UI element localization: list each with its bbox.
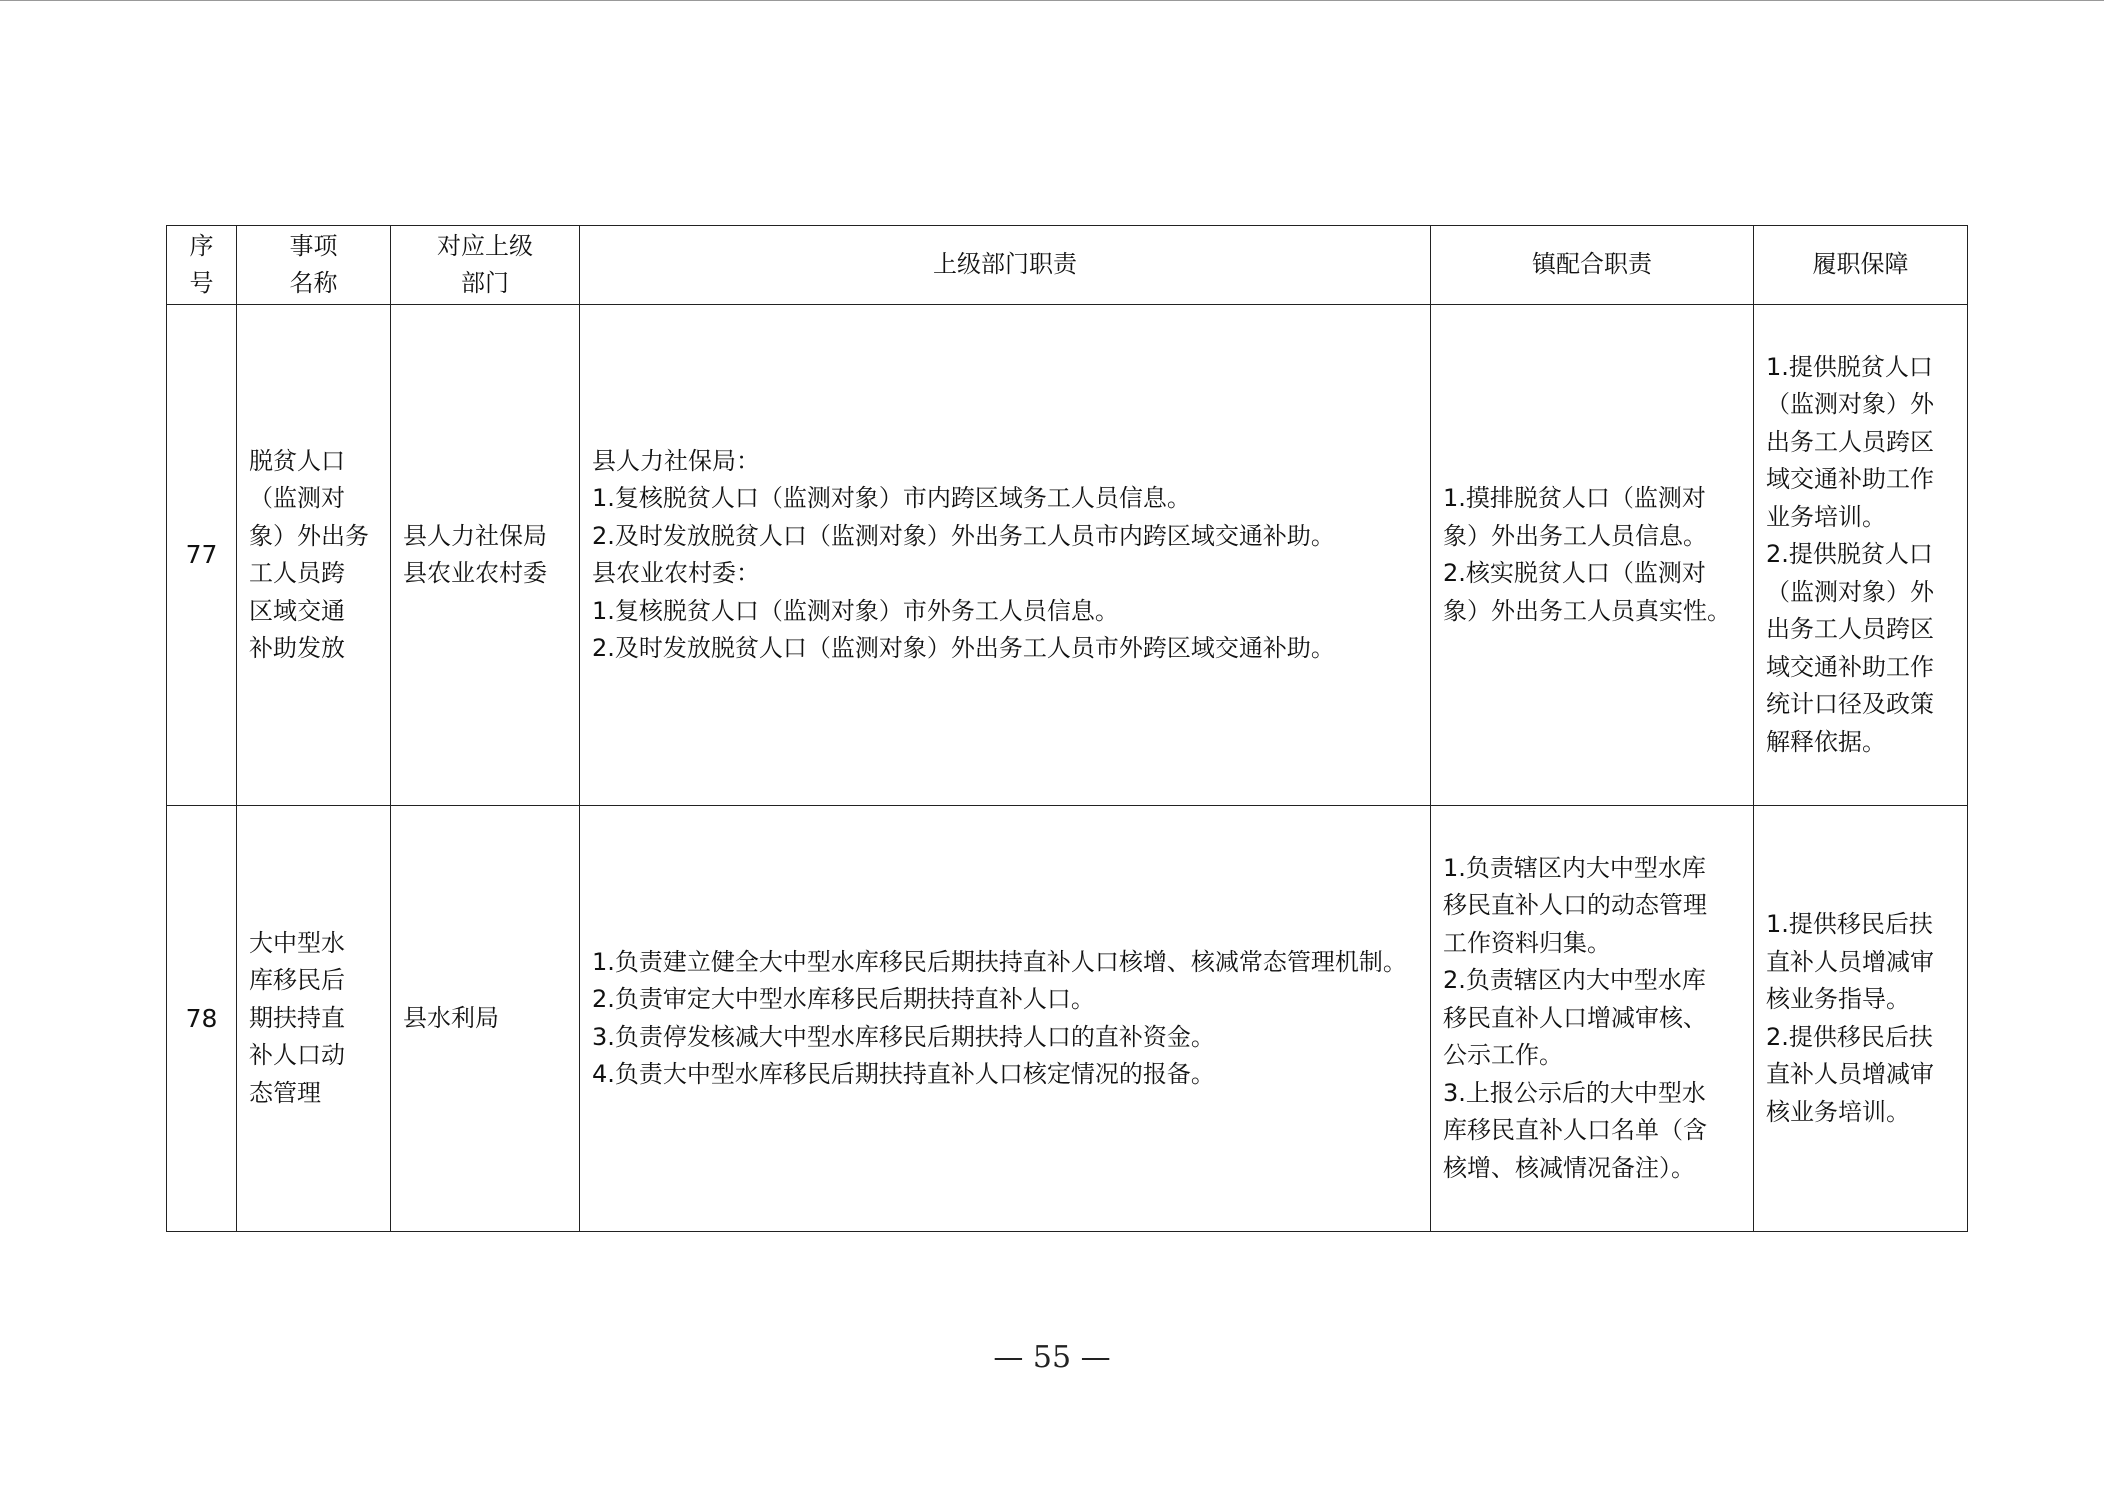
top-border-line bbox=[0, 0, 2104, 1]
duties-table bbox=[166, 225, 1968, 1232]
header-item-name: 事项 名称 bbox=[237, 226, 391, 305]
header-upper-duties: 上级部门职责 bbox=[580, 226, 1431, 305]
row-guarantee: 1.提供移民后扶 直补人员增减审 核业务指导。 2.提供移民后扶 直补人员增减审 核业务培训。 bbox=[1754, 806, 1968, 1232]
row-upper-duties: 1.负责建立健全大中型水库移民后期扶持直补人口核增、核减常态管理机制。 2.负责审定大中型水库移民后期扶持直补人口。 3.负责停发核减大中型水库移民后期扶持人口的直补资金。 4.负责大中型水库移民后期扶持直补人口核定情况的报备。 bbox=[580, 806, 1431, 1232]
header-guarantee: 履职保障 bbox=[1754, 226, 1968, 305]
header-town-duties: 镇配合职责 bbox=[1431, 226, 1754, 305]
row-seq: 78 bbox=[167, 806, 237, 1232]
row-item-name: 脱贫人口 （监测对 象）外出务 工人员跨 区域交通 补助发放 bbox=[237, 305, 391, 806]
row-upper-dept: 县水利局 bbox=[391, 806, 580, 1232]
table-row bbox=[167, 305, 1968, 806]
row-town-duties: 1.摸排脱贫人口（监测对 象）外出务工人员信息。 2.核实脱贫人口（监测对 象）外出务工人员真实性。 bbox=[1431, 305, 1754, 806]
row-upper-duties: 县人力社保局： 1.复核脱贫人口（监测对象）市内跨区域务工人员信息。 2.及时发放脱贫人口（监测对象）外出务工人员市内跨区域交通补助。 县农业农村委： 1.复核脱贫人口（监测对象）市外务工人员信息。 2.及时发放脱贫人口（监测对象）外出务工人员市外跨区域交通补助。 bbox=[580, 305, 1431, 806]
table-header-row bbox=[167, 226, 1968, 305]
row-town-duties: 1.负责辖区内大中型水库 移民直补人口的动态管理 工作资料归集。 2.负责辖区内大中型水库 移民直补人口增减审核、 公示工作。 3.上报公示后的大中型水 库移民直补人口名单（含 核增、核减情况备注）。 bbox=[1431, 806, 1754, 1232]
row-seq: 77 bbox=[167, 305, 237, 806]
header-upper-dept: 对应上级 部门 bbox=[391, 226, 580, 305]
page-number: — 55 — bbox=[993, 1340, 1111, 1375]
row-upper-dept: 县人力社保局 县农业农村委 bbox=[391, 305, 580, 806]
header-seq: 序 号 bbox=[167, 226, 237, 305]
table-row bbox=[167, 806, 1968, 1232]
row-item-name: 大中型水 库移民后 期扶持直 补人口动 态管理 bbox=[237, 806, 391, 1232]
row-guarantee: 1.提供脱贫人口 （监测对象）外 出务工人员跨区 域交通补助工作 业务培训。 2.提供脱贫人口 （监测对象）外 出务工人员跨区 域交通补助工作 统计口径及政策 解释依据。 bbox=[1754, 305, 1968, 806]
